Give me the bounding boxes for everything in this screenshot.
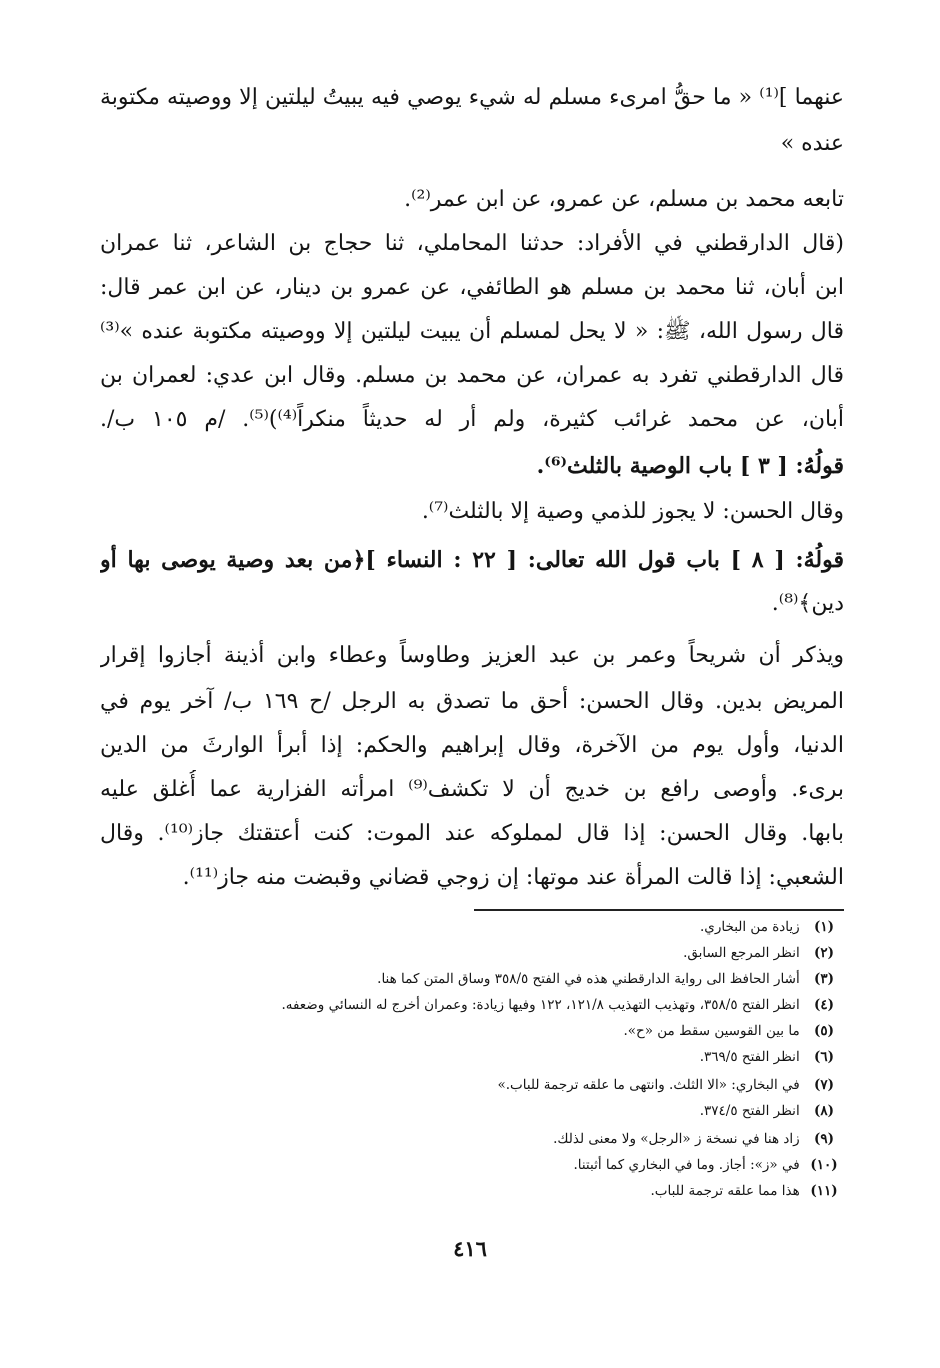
footnote	[100, 992, 844, 1018]
footnote-number: (١٠)	[810, 1157, 838, 1173]
footnote-number: (٤)	[813, 997, 835, 1013]
footnote-text: انظر الفتح ٣٧٤/٥.	[699, 1103, 800, 1119]
footnote-text: زيادة من البخاري.	[699, 919, 800, 935]
footnote-text: انظر المرجع السابق.	[683, 945, 800, 961]
footnote-number: (١١)	[810, 1183, 838, 1199]
footnote	[100, 1152, 844, 1178]
page-number: ٤١٦	[453, 1236, 487, 1261]
footnote-text: ما بين القوسين سقط من «ح».	[623, 1023, 800, 1039]
footnote-text: هذا مما علقه ترجمة للباب.	[650, 1183, 800, 1199]
footnote-text: انظر الفتح ٣٥٨/٥، وتهذيب التهذيب ١٢١/٨، ١٢٢ وفيها زيادة: وعمران أخرج له النسائي وضعفه.	[281, 997, 800, 1013]
footnote-number: (٧)	[813, 1077, 835, 1093]
footnote-number: (٩)	[813, 1131, 835, 1147]
section-heading: قولُهُ: [ ٣ ] باب الوصية بالثلث⁽⁶⁾.	[536, 453, 844, 479]
body-line: قال الدارقطني تفرد به عمران، عن محمد بن مسلم. وقال ابن عدي: لعمران بن	[100, 363, 844, 388]
body-line: عنده »	[780, 131, 844, 156]
footnote-number: (٢)	[813, 945, 835, 961]
footnote-text: في البخاري: «الا الثلث. وانتهى ما علقه ترجمة للباب.»	[497, 1077, 800, 1093]
footnote-number: (٨)	[813, 1103, 835, 1119]
footnote	[100, 1072, 844, 1098]
footnote	[100, 1018, 844, 1044]
footnote-text: أشار الحافظ الى رواية الدارقطني هذه في الفتح ٣٥٨/٥ وساق المتن كما هنا.	[377, 971, 800, 987]
body-line: (قال الدارقطني في الأفراد: حدثنا المحاملي، ثنا حجاج بن الشاعر، ثنا عمران	[100, 231, 844, 256]
body-line: الشعبي: إذا قالت المرأة عند موتها: إن زوجي قضاني وقبضت منه جاز⁽¹¹⁾.	[182, 865, 844, 890]
body-line: عنهما ]⁽¹⁾ « ما حقُّ امرىء مسلم له شيء يوصي فيه يبيتُ ليلتين إلا ووصيته مكتوبة	[100, 85, 844, 110]
body-line: وقال الحسن: لا يجوز للذمي وصية إلا بالثلث⁽⁷⁾.	[421, 499, 844, 524]
footnote-text: زاد هنا في نسخة ز «الرجل» ولا معنى لذلك.	[553, 1131, 800, 1147]
body-line: برىء. وأوصى رافع بن خديج أن لا تكشف⁽⁹⁾ امرأته الفزارية عما أُغلق عليه	[100, 777, 844, 802]
body-line: قال رسول الله، ﷺ: « لا يحل لمسلم أن يبيت ليلتين إلا ووصيته مكتوبة عنده »⁽³⁾	[100, 319, 844, 344]
body-line: بابها. وقال الحسن: إذا قال لمملوكه عند الموت: كنت أعتقتك جاز⁽¹⁰⁾. وقال	[100, 821, 844, 846]
footnote-number: (١)	[813, 919, 835, 935]
footnote	[100, 1178, 844, 1204]
footnote-text: انظر الفتح ٣٦٩/٥.	[699, 1049, 800, 1065]
body-line: المريض بدين. وقال الحسن: أحق ما تصدق به الرجل /ح ١٦٩ ب/ آخر يوم في	[100, 689, 844, 714]
footnote-number: (٦)	[813, 1049, 835, 1065]
footnote	[100, 1044, 844, 1070]
footnote	[100, 914, 844, 940]
body-line: تابعه محمد بن مسلم، عن عمرو، عن ابن عمر⁽²⁾.	[404, 187, 844, 212]
footnote-divider	[474, 909, 844, 911]
footnote-number: (٣)	[813, 971, 835, 987]
footnote	[100, 1098, 844, 1124]
body-line: أبان، عن محمد غرائب كثيرة، ولم أر له حديثاً منكراً⁽⁴⁾)⁽⁵⁾. /م ١٠٥ ب/.	[100, 407, 844, 432]
footnote	[100, 966, 844, 992]
body-line: ابن أبان، ثنا محمد بن مسلم هو الطائفي، عن عمرو بن دينار، عن ابن عمر قال:	[100, 275, 844, 300]
footnote-text: في «ز»: أجاز. وما في البخاري كما أثبتنا.	[573, 1157, 800, 1173]
footnote-number: (٥)	[813, 1023, 835, 1039]
footnote	[100, 940, 844, 966]
body-line: ويذكر أن شريحاً وعمر بن عبد العزيز وطاوساً وعطاء وابن أذينة أجازوا إقرار	[100, 643, 844, 668]
body-line: دين﴾⁽⁸⁾.	[771, 591, 844, 616]
footnote	[100, 1126, 844, 1152]
body-line: الدنيا، وأول يوم من الآخرة، وقال إبراهيم والحكم: إذا أبرأ الوارثَ من الدين	[100, 733, 844, 758]
section-heading: قولُهُ: [ ٨ ] باب قول الله تعالى: [ ٢٢ : النساء ]﴿من بعد وصية يوصى بها أو	[100, 547, 844, 573]
